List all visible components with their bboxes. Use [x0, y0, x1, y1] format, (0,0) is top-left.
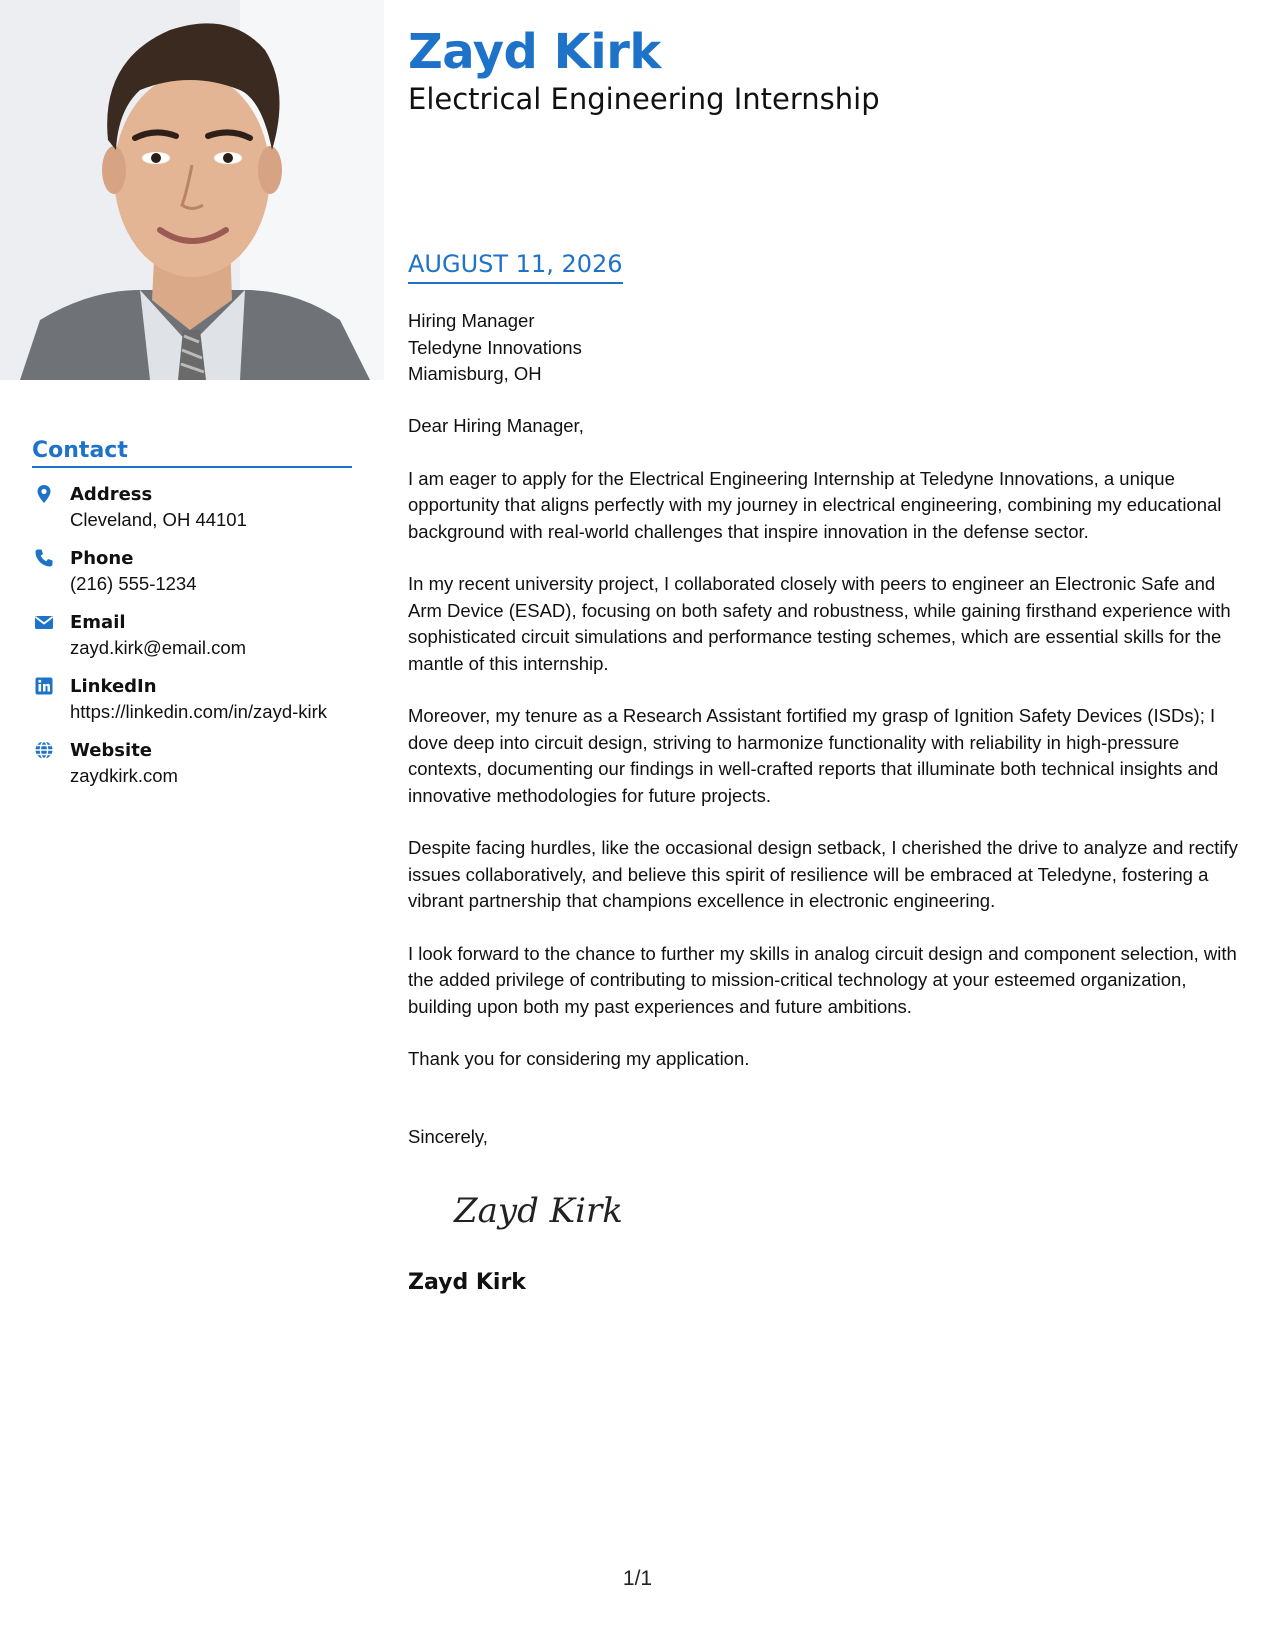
contact-linkedin — [32, 674, 352, 724]
linkedin-icon — [34, 676, 54, 696]
paragraph: Thank you for considering my application. — [408, 1048, 750, 1069]
contact-value[interactable]: zayd.kirk@email.com — [70, 637, 247, 658]
contact-address — [32, 482, 352, 532]
letter-body — [408, 413, 1253, 1099]
contact-email — [32, 610, 352, 660]
contact-section — [32, 438, 352, 788]
paragraph: In my recent university project, I collaborated closely with peers to engineer an Electronic Safe and Arm Device (ESAD), focusing on both safety and robustness, while gaining firsthand experience with sophisticated circuit simulations and performance testing schemes, which are essential skills for the mantle of this internship. — [408, 573, 1231, 674]
profile-photo — [0, 0, 384, 380]
applicant-name: Zayd Kirk — [408, 24, 661, 80]
contact-label: Address — [70, 484, 153, 505]
recipient-location: Miamisburg, OH — [408, 363, 542, 384]
contact-label: Phone — [70, 548, 134, 569]
contact-value: Cleveland, OH 44101 — [70, 509, 247, 530]
contact-website — [32, 738, 352, 788]
signature-image — [448, 1180, 668, 1245]
contact-label: Email — [70, 612, 126, 633]
signature-text: Zayd Kirk — [454, 1191, 623, 1231]
letter-date: AUGUST 11, 2026 — [408, 250, 623, 284]
paragraph: Despite facing hurdles, like the occasional design setback, I cherished the drive to analyze and rectify issues collaboratively, and believe this spirit of resilience will be embraced at Teledyne, fostering a vibrant partnership that champions excellence in electronic engineering. — [408, 837, 1238, 911]
recipient-block — [408, 308, 582, 388]
paragraph: I look forward to the chance to further my skills in analog circuit design and component selection, with the added privilege of contributing to mission-critical technology at your esteemed organization, building upon both my past experiences and future ambitions. — [408, 942, 1237, 1017]
contact-value[interactable]: zaydkirk.com — [70, 765, 178, 786]
closing: Sincerely, — [408, 1126, 488, 1147]
sidebar — [0, 0, 384, 1650]
globe-icon — [34, 740, 54, 760]
contact-heading: Contact — [32, 438, 352, 468]
email-icon — [34, 612, 54, 632]
contact-label: Website — [70, 740, 153, 761]
paragraph: I am eager to apply for the Electrical Engineering Internship at Teledyne Innovations, a unique opportunity that aligns perfectly with my journey in electrical engineering, combining my educational background with real-world challenges that inspire innovation in the defense sector. — [408, 467, 1222, 542]
contact-value[interactable]: https://linkedin.com/in/zayd-kirk — [70, 701, 328, 722]
signer-name: Zayd Kirk — [408, 1270, 526, 1295]
contact-value[interactable]: (216) 555-1234 — [70, 573, 197, 594]
salutation: Dear Hiring Manager, — [408, 415, 584, 436]
contact-phone — [32, 546, 352, 596]
page-number: 1/1 — [622, 1567, 653, 1590]
location-pin-icon — [34, 484, 54, 504]
recipient-title: Hiring Manager — [408, 310, 535, 331]
paragraph: Moreover, my tenure as a Research Assistant fortified my grasp of Ignition Safety Devices (ISDs); I dove deep into circuit design, striving to harmonize functionality with reliability in high-pressure contexts, documenting our findings in well-crafted reports that illuminate both technical insights and innovative methodologies for future projects. — [408, 705, 1219, 806]
phone-icon — [34, 548, 54, 568]
applicant-role: Electrical Engineering Internship — [408, 82, 880, 116]
contact-label: LinkedIn — [70, 676, 157, 697]
recipient-company: Teledyne Innovations — [408, 336, 582, 358]
